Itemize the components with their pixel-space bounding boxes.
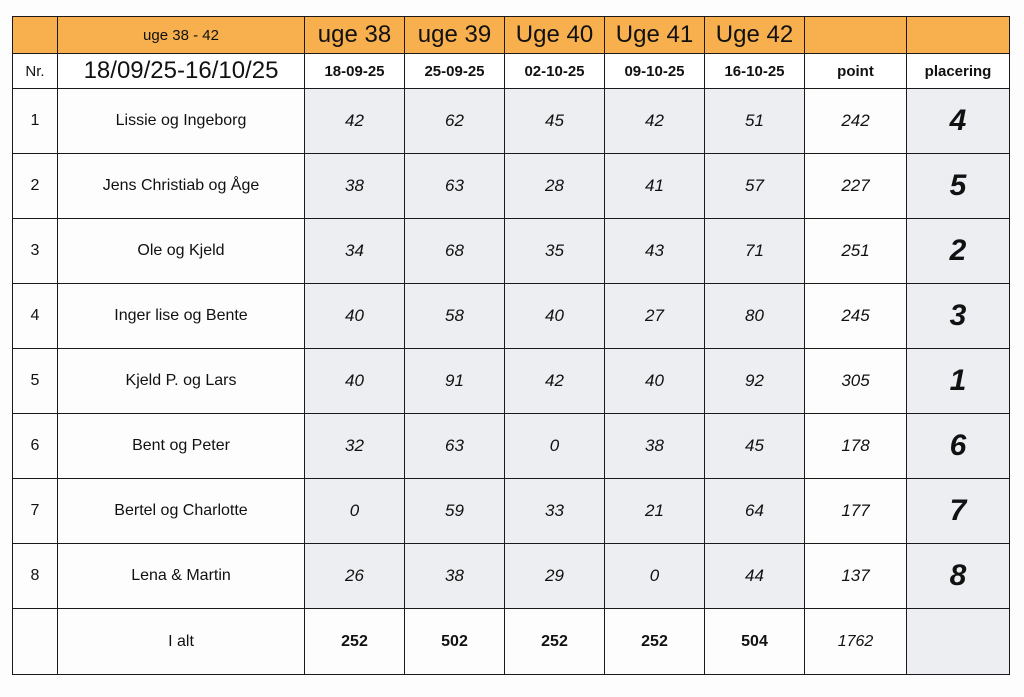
score-cell: 58 <box>405 284 505 349</box>
score-cell: 32 <box>305 414 405 479</box>
score-cell: 91 <box>405 349 505 414</box>
point-total: 251 <box>805 219 907 284</box>
point-total: 177 <box>805 479 907 544</box>
score-cell: 57 <box>705 154 805 219</box>
score-cell: 33 <box>505 479 605 544</box>
point-total: 178 <box>805 414 907 479</box>
score-cell: 28 <box>505 154 605 219</box>
score-cell: 0 <box>605 544 705 609</box>
score-cell: 68 <box>405 219 505 284</box>
header-row-weeks <box>13 17 1010 54</box>
score-cell: 35 <box>505 219 605 284</box>
team-name: Jens Christiab og Åge <box>58 154 305 219</box>
point-total: 305 <box>805 349 907 414</box>
score-cell: 45 <box>505 89 605 154</box>
placement: 8 <box>907 544 1010 609</box>
placement: 7 <box>907 479 1010 544</box>
table-row <box>13 544 1010 609</box>
score-cell: 29 <box>505 544 605 609</box>
score-table <box>12 16 1010 675</box>
week-total: 502 <box>405 609 505 675</box>
table-row <box>13 154 1010 219</box>
placement-column-header: placering <box>907 54 1010 89</box>
date-header: 18-09-25 <box>305 54 405 89</box>
date-header: 25-09-25 <box>405 54 505 89</box>
grand-total: 1762 <box>805 609 907 675</box>
score-cell: 71 <box>705 219 805 284</box>
point-total: 137 <box>805 544 907 609</box>
table-row <box>13 284 1010 349</box>
placement: 2 <box>907 219 1010 284</box>
table-row <box>13 479 1010 544</box>
row-number: 8 <box>13 544 58 609</box>
row-number: 7 <box>13 479 58 544</box>
placement: 4 <box>907 89 1010 154</box>
table-row <box>13 89 1010 154</box>
team-name: Lissie og Ingeborg <box>58 89 305 154</box>
score-cell: 40 <box>605 349 705 414</box>
header-row-dates <box>13 54 1010 89</box>
score-cell: 45 <box>705 414 805 479</box>
date-header: 09-10-25 <box>605 54 705 89</box>
score-cell: 40 <box>505 284 605 349</box>
point-total: 242 <box>805 89 907 154</box>
period-label: 18/09/25-16/10/25 <box>58 54 305 89</box>
nr-column-header: Nr. <box>13 54 58 89</box>
score-cell: 80 <box>705 284 805 349</box>
week-range-label: uge 38 - 42 <box>58 17 305 54</box>
score-cell: 42 <box>305 89 405 154</box>
score-cell: 62 <box>405 89 505 154</box>
team-name: Inger lise og Bente <box>58 284 305 349</box>
row-number: 2 <box>13 154 58 219</box>
week-header: uge 39 <box>405 17 505 54</box>
score-cell: 26 <box>305 544 405 609</box>
placement: 3 <box>907 284 1010 349</box>
score-cell: 40 <box>305 284 405 349</box>
score-cell: 0 <box>305 479 405 544</box>
header-blank-cell <box>907 17 1010 54</box>
score-cell: 51 <box>705 89 805 154</box>
score-cell: 38 <box>305 154 405 219</box>
totals-blank-cell <box>13 609 58 675</box>
score-cell: 64 <box>705 479 805 544</box>
week-total: 252 <box>305 609 405 675</box>
score-cell: 40 <box>305 349 405 414</box>
date-header: 16-10-25 <box>705 54 805 89</box>
totals-blank-cell <box>907 609 1010 675</box>
week-header: Uge 42 <box>705 17 805 54</box>
placement: 6 <box>907 414 1010 479</box>
score-cell: 38 <box>405 544 505 609</box>
week-header: Uge 41 <box>605 17 705 54</box>
point-total: 227 <box>805 154 907 219</box>
score-cell: 92 <box>705 349 805 414</box>
score-cell: 43 <box>605 219 705 284</box>
score-cell: 63 <box>405 154 505 219</box>
placement: 5 <box>907 154 1010 219</box>
score-cell: 59 <box>405 479 505 544</box>
score-cell: 0 <box>505 414 605 479</box>
score-cell: 27 <box>605 284 705 349</box>
row-number: 1 <box>13 89 58 154</box>
row-number: 4 <box>13 284 58 349</box>
team-name: Ole og Kjeld <box>58 219 305 284</box>
week-header: uge 38 <box>305 17 405 54</box>
table-row <box>13 349 1010 414</box>
totals-row <box>13 609 1010 675</box>
totals-label: I alt <box>58 609 305 675</box>
table-row <box>13 414 1010 479</box>
placement: 1 <box>907 349 1010 414</box>
score-cell: 34 <box>305 219 405 284</box>
date-header: 02-10-25 <box>505 54 605 89</box>
row-number: 6 <box>13 414 58 479</box>
score-cell: 41 <box>605 154 705 219</box>
week-total: 252 <box>605 609 705 675</box>
week-total: 252 <box>505 609 605 675</box>
team-name: Bent og Peter <box>58 414 305 479</box>
week-header: Uge 40 <box>505 17 605 54</box>
score-cell: 44 <box>705 544 805 609</box>
header-blank-cell <box>805 17 907 54</box>
point-column-header: point <box>805 54 907 89</box>
team-name: Lena & Martin <box>58 544 305 609</box>
score-cell: 38 <box>605 414 705 479</box>
score-cell: 21 <box>605 479 705 544</box>
score-cell: 42 <box>505 349 605 414</box>
team-name: Kjeld P. og Lars <box>58 349 305 414</box>
point-total: 245 <box>805 284 907 349</box>
row-number: 3 <box>13 219 58 284</box>
row-number: 5 <box>13 349 58 414</box>
table-row <box>13 219 1010 284</box>
header-blank-cell <box>13 17 58 54</box>
score-cell: 42 <box>605 89 705 154</box>
team-name: Bertel og Charlotte <box>58 479 305 544</box>
week-total: 504 <box>705 609 805 675</box>
score-cell: 63 <box>405 414 505 479</box>
